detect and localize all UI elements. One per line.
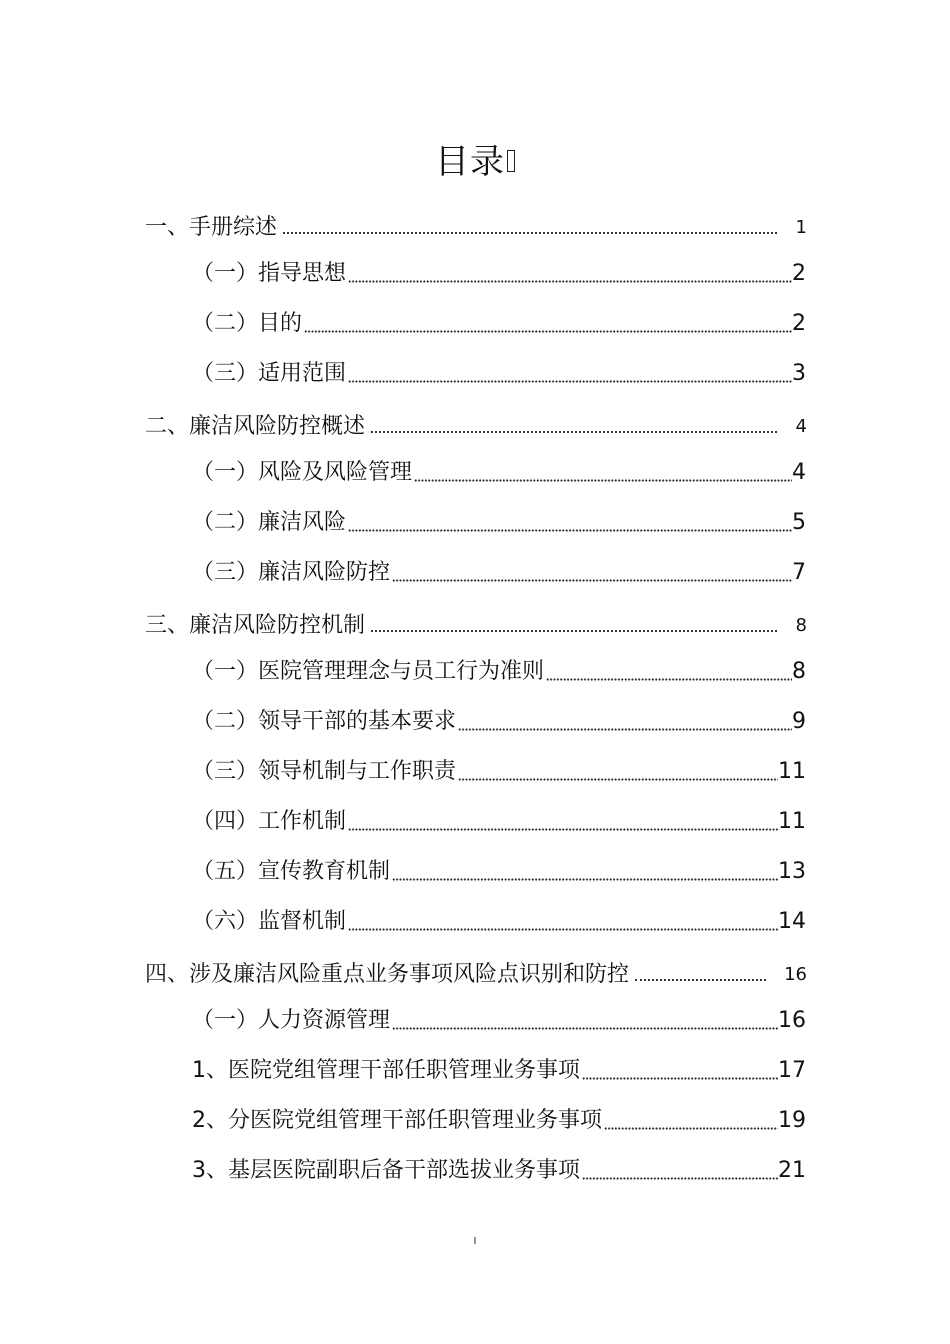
toc-entry-page: 4: [792, 460, 806, 485]
toc-entry-label: 一、手册综述: [145, 215, 278, 240]
toc-entry-label: （一）人力资源管理: [192, 1008, 391, 1033]
toc-entry-page: 3: [792, 361, 806, 386]
page-title: [0, 140, 950, 184]
toc-leader: [304, 330, 792, 333]
toc-entry[interactable]: [192, 700, 806, 736]
toc-entry-label: （二）目的: [192, 311, 303, 336]
toc-entry[interactable]: [192, 352, 806, 388]
toc-leader: [582, 1177, 778, 1180]
toc-entry[interactable]: [192, 900, 806, 936]
toc-leader: [348, 828, 778, 831]
toc-leader: [371, 429, 777, 433]
page-footer: [0, 1236, 950, 1248]
toc-entry[interactable]: [192, 451, 806, 487]
toc-entry-label: （一）风险及风险管理: [192, 460, 413, 485]
toc-entry[interactable]: [192, 501, 806, 537]
toc-leader: [392, 579, 792, 582]
toc-leader: [283, 230, 777, 234]
toc-entry[interactable]: [192, 1149, 806, 1185]
title-text: 目录: [435, 142, 505, 182]
toc-entry-page: 1: [795, 217, 807, 238]
toc-entry-page: 11: [778, 809, 806, 834]
toc-entry-page: 21: [778, 1158, 806, 1183]
toc-leader: [458, 778, 778, 781]
toc-entry-page: 2: [792, 261, 806, 286]
toc-entry-page: 16: [778, 1008, 806, 1033]
toc-entry-label: 2、分医院党组管理干部任职管理业务事项: [192, 1108, 602, 1133]
toc-entry[interactable]: [145, 953, 807, 989]
toc-leader: [635, 977, 766, 981]
toc-entry[interactable]: [192, 650, 806, 686]
toc-entry-page: 9: [792, 709, 806, 734]
toc-entry-label: （五）宣传教育机制: [192, 859, 391, 884]
toc-entry-label: 二、廉洁风险防控概述: [145, 414, 366, 439]
toc-leader: [392, 1027, 778, 1030]
toc-entry[interactable]: [192, 551, 806, 587]
toc-entry[interactable]: [192, 1099, 806, 1135]
toc-entry[interactable]: [192, 252, 806, 288]
toc-entry-label: （二）廉洁风险: [192, 510, 347, 535]
toc-entry-page: 5: [792, 510, 806, 535]
toc-entry-page: 19: [778, 1108, 806, 1133]
toc-entry-label: （一）指导思想: [192, 261, 347, 286]
toc-entry-page: 16: [784, 964, 807, 985]
toc-entry-label: （六）监督机制: [192, 909, 347, 934]
toc-leader: [582, 1077, 778, 1080]
missing-glyph-box: [507, 150, 515, 172]
toc-entry-label: 四、涉及廉洁风险重点业务事项风险点识别和防控: [145, 962, 630, 987]
toc-entry-label: 1、医院党组管理干部任职管理业务事项: [192, 1058, 580, 1083]
toc-entry[interactable]: [192, 800, 806, 836]
toc-entry-label: （二）领导干部的基本要求: [192, 709, 457, 734]
toc-leader: [348, 380, 792, 383]
toc-leader: [348, 529, 792, 532]
toc-entry-label: （一）医院管理理念与员工行为准则: [192, 659, 545, 684]
toc-entry[interactable]: [192, 1049, 806, 1085]
toc-entry-page: 7: [792, 560, 806, 585]
toc-leader: [348, 280, 792, 283]
toc-leader: [604, 1127, 778, 1130]
toc-entry-label: （三）适用范围: [192, 361, 347, 386]
toc-entry[interactable]: [192, 999, 806, 1035]
toc-leader: [414, 479, 792, 482]
toc-entry[interactable]: [192, 302, 806, 338]
toc-leader: [392, 878, 778, 881]
toc-entry-label: （四）工作机制: [192, 809, 347, 834]
toc-entry-label: （三）领导机制与工作职责: [192, 759, 457, 784]
toc-entry-label: 3、基层医院副职后备干部选拔业务事项: [192, 1158, 580, 1183]
footer-page-number: I: [473, 1236, 477, 1247]
toc-entry-page: 17: [778, 1058, 806, 1083]
toc-entry-label: 三、廉洁风险防控机制: [145, 613, 366, 638]
toc-entry-page: 8: [792, 659, 806, 684]
toc-entry[interactable]: [192, 750, 806, 786]
toc-leader: [348, 928, 778, 931]
toc-entry-page: 14: [778, 909, 806, 934]
toc-entry-page: 11: [778, 759, 806, 784]
toc-entry[interactable]: [145, 604, 807, 640]
toc-entry[interactable]: [192, 850, 806, 886]
toc-entry-page: 4: [795, 416, 807, 437]
toc-entry-label: （三）廉洁风险防控: [192, 560, 391, 585]
toc-entry[interactable]: [145, 206, 807, 242]
toc-entry[interactable]: [145, 405, 807, 441]
toc-leader: [546, 678, 792, 681]
toc-entry-page: 13: [778, 859, 806, 884]
toc-leader: [458, 728, 792, 731]
toc-entry-page: 2: [792, 311, 806, 336]
toc-entry-page: 8: [795, 615, 807, 636]
toc-leader: [371, 628, 777, 632]
